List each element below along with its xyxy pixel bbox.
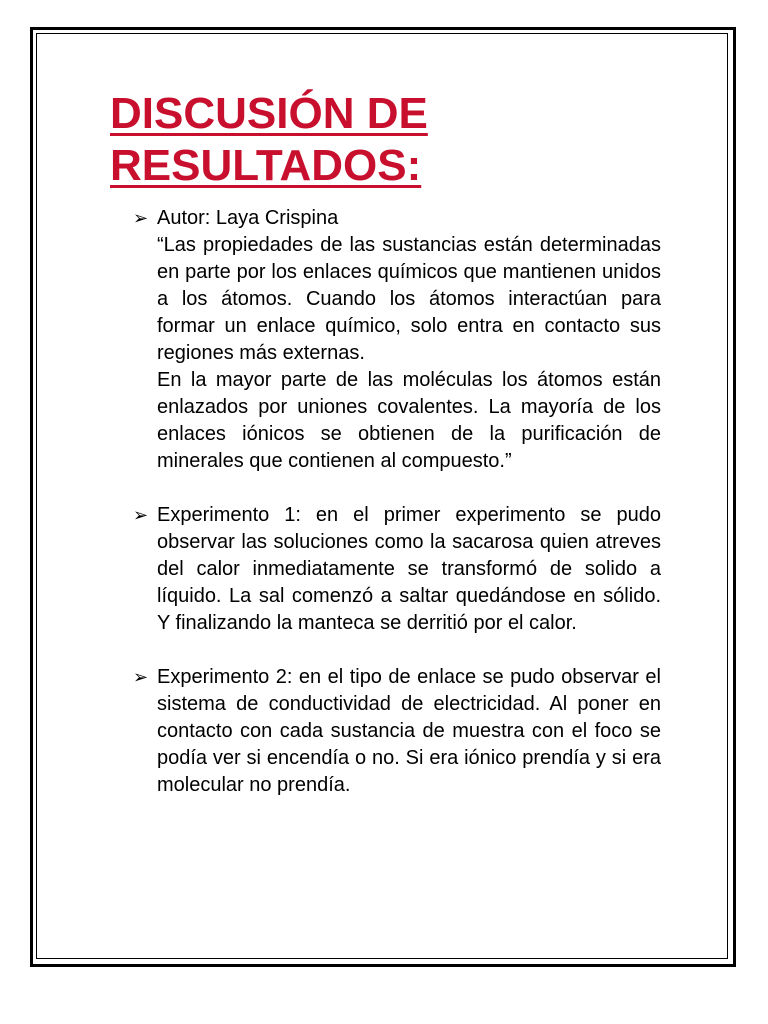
list-item-experiment-2 [133,664,661,799]
experiment-1-text: Experimento 1: en el primer experimento se pudo observar las soluciones como la sacarosa quien atreves del calor inmediatamente se transformó de solido a líquido. La sal comenzó a saltar quedándose en sólido. Y finalizando la manteca se derritió por el calor. [157,504,661,634]
arrow-bullet-icon: ➢ [133,505,149,525]
title-line-2: RESULTADOS: [110,141,422,190]
title-line-1: DISCUSIÓN DE [110,89,428,138]
page-title [110,88,670,192]
list-item-author [133,205,661,475]
list-item-experiment-1 [133,502,661,637]
quote-paragraph-2: En la mayor parte de las moléculas los átomos están enlazados por uniones covalentes. La mayoría de los enlaces iónicos se obtienen de la purificación de minerales que contienen al compuesto.” [157,369,661,472]
experiment-2-text: Experimento 2: en el tipo de enlace se pudo observar el sistema de conductividad de electricidad. Al poner en contacto con cada sustancia de muestra con el foco se podía ver si encendía o no. Si era iónico prendía y si era molecular no prendía. [157,666,661,796]
arrow-bullet-icon: ➢ [133,667,149,687]
arrow-bullet-icon: ➢ [133,208,149,228]
results-list [133,205,661,826]
quote-paragraph-1: “Las propiedades de las sustancias están determinadas en parte por los enlaces químicos que mantienen unidos a los átomos. Cuando los átomos interactúan para formar un enlace químico, solo entra en contacto sus regiones más externas. [157,234,661,364]
author-heading: Autor: Laya Crispina [157,207,339,229]
